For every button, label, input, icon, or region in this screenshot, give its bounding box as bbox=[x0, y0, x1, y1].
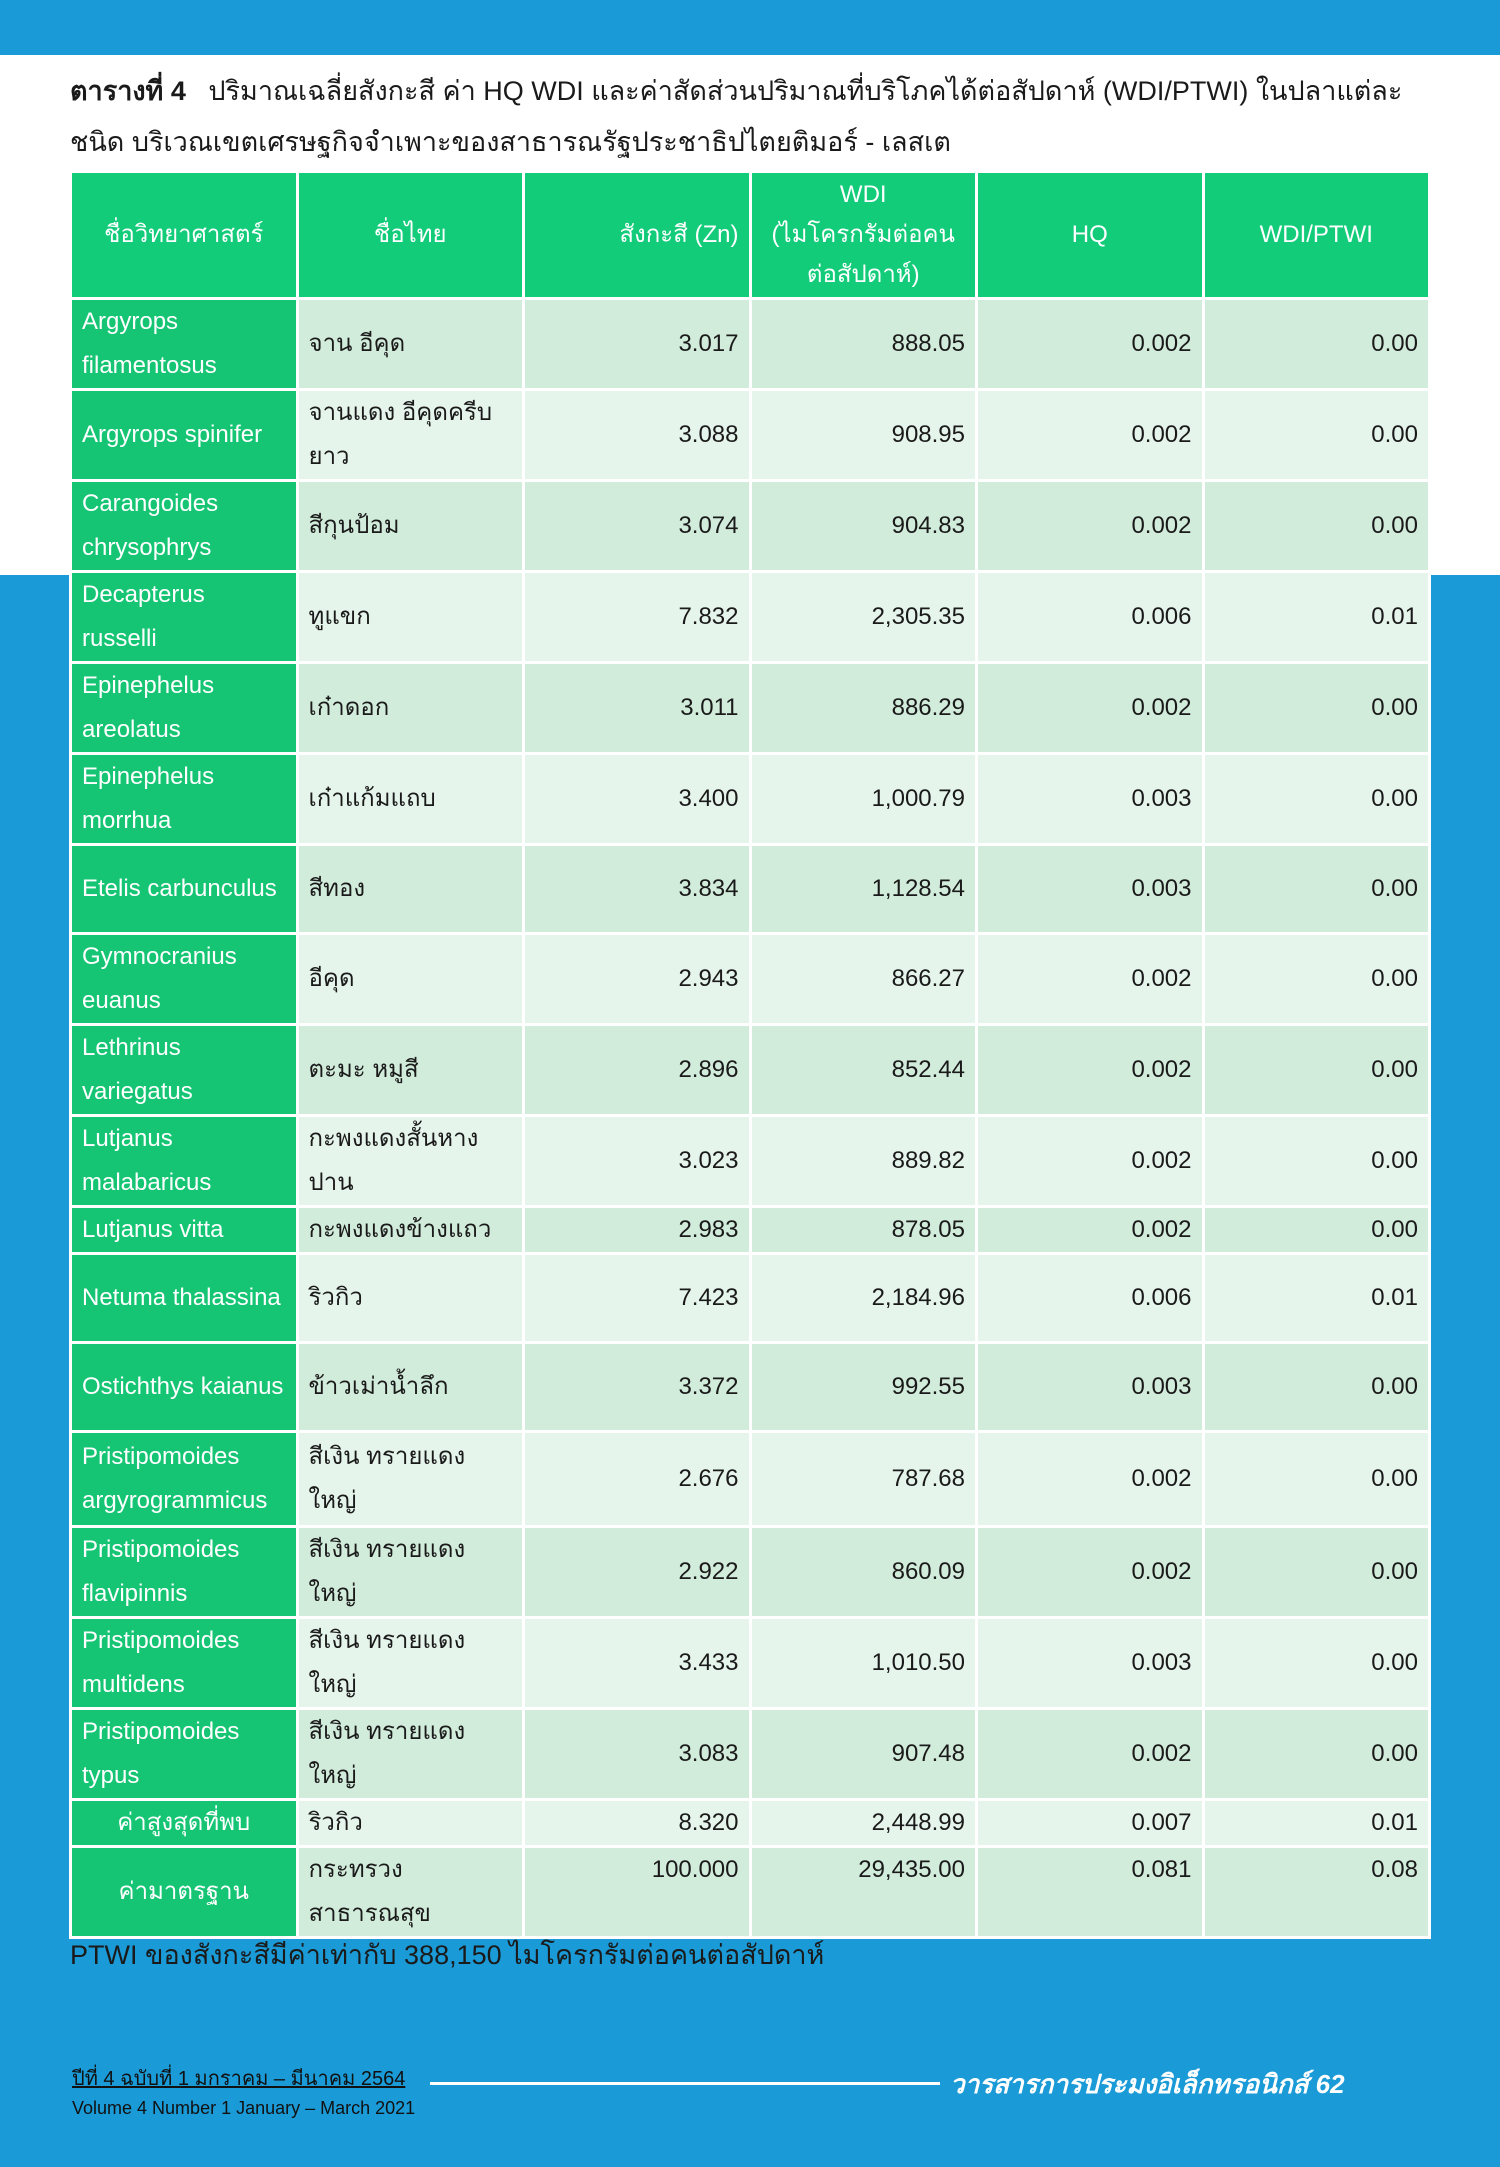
cell-hq: 0.002 bbox=[978, 1710, 1202, 1798]
cell-ratio: 0.00 bbox=[1205, 1117, 1429, 1205]
cell-hq: 0.007 bbox=[978, 1801, 1202, 1845]
cell-thai: สีเงิน ทรายแดงใหญ่ bbox=[299, 1433, 523, 1525]
cell-hq: 0.002 bbox=[978, 935, 1202, 1023]
cell-thai: ริวกิว bbox=[299, 1255, 523, 1341]
cell-zn: 3.834 bbox=[525, 846, 749, 932]
cell-wdi: 904.83 bbox=[752, 482, 976, 570]
cell-zn: 2.922 bbox=[525, 1528, 749, 1616]
footer-journal-title: วารสารการประมงอิเล็กทรอนิกส์ 62 bbox=[950, 2069, 1345, 2099]
cell-thai: เก๋าแก้มแถบ bbox=[299, 755, 523, 843]
cell-sci: Etelis carbunculus bbox=[72, 846, 296, 932]
header-zn: สังกะสี (Zn) bbox=[525, 173, 749, 297]
cell-hq: 0.006 bbox=[978, 1255, 1202, 1341]
table-row bbox=[72, 846, 1428, 932]
cell-ratio: 0.00 bbox=[1205, 1710, 1429, 1798]
cell-ratio: 0.00 bbox=[1205, 1619, 1429, 1707]
table-row bbox=[72, 1344, 1428, 1430]
table-row bbox=[72, 1710, 1428, 1798]
cell-sci: Lethrinus variegatus bbox=[72, 1026, 296, 1114]
footnote: PTWI ของสังกะสีมีค่าเท่ากับ 388,150 ไมโครกรัมต่อคนต่อสัปดาห์ bbox=[70, 1940, 825, 1970]
cell-sci: Epinephelus morrhua bbox=[72, 755, 296, 843]
cell-wdi: 2,448.99 bbox=[752, 1801, 976, 1845]
cell-hq: 0.003 bbox=[978, 755, 1202, 843]
cell-hq: 0.002 bbox=[978, 300, 1202, 388]
cell-zn: 7.423 bbox=[525, 1255, 749, 1341]
cell-thai: ทูแขก bbox=[299, 573, 523, 661]
cell-zn: 3.017 bbox=[525, 300, 749, 388]
cell-sci: Pristipomoides typus bbox=[72, 1710, 296, 1798]
cell-standard-label: ค่ามาตรฐาน bbox=[72, 1848, 296, 1936]
header-sci: ชื่อวิทยาศาสตร์ bbox=[72, 173, 296, 297]
caption-text: ปริมาณเฉลี่ยสังกะสี ค่า HQ WDI และค่าสัดส่วนปริมาณที่บริโภคได้ต่อสัปดาห์ (WDI/PTWI) ในปลาแต่ละชนิด บริเวณเขตเศรษฐกิจจำเพาะของสาธารณรัฐประชาธิปไตยติมอร์ - เลสเต bbox=[70, 76, 1403, 157]
zinc-table bbox=[69, 170, 1431, 1939]
cell-hq: 0.002 bbox=[978, 1026, 1202, 1114]
cell-sci: Netuma thalassina bbox=[72, 1255, 296, 1341]
table-row bbox=[72, 1026, 1428, 1114]
max-row bbox=[72, 1801, 1428, 1845]
cell-hq: 0.002 bbox=[978, 1433, 1202, 1525]
cell-ratio: 0.01 bbox=[1205, 1255, 1429, 1341]
cell-ratio: 0.00 bbox=[1205, 391, 1429, 479]
cell-ratio: 0.01 bbox=[1205, 573, 1429, 661]
cell-sci: Ostichthys kaianus bbox=[72, 1344, 296, 1430]
cell-zn: 3.074 bbox=[525, 482, 749, 570]
table-header-row bbox=[72, 173, 1428, 297]
cell-zn: 3.023 bbox=[525, 1117, 749, 1205]
table-row bbox=[72, 482, 1428, 570]
table-row bbox=[72, 935, 1428, 1023]
table-row bbox=[72, 1528, 1428, 1616]
table-row bbox=[72, 1433, 1428, 1525]
cell-hq: 0.006 bbox=[978, 573, 1202, 661]
top-band bbox=[0, 0, 1500, 55]
cell-thai: กระทรวงสาธารณสุข bbox=[299, 1848, 523, 1936]
table-row bbox=[72, 1255, 1428, 1341]
cell-ratio: 0.08 bbox=[1205, 1848, 1429, 1936]
cell-wdi: 908.95 bbox=[752, 391, 976, 479]
table-row bbox=[72, 1117, 1428, 1205]
cell-zn: 100.000 bbox=[525, 1848, 749, 1936]
footer-issue-english: Volume 4 Number 1 January – March 2021 bbox=[72, 2098, 416, 2118]
cell-hq: 0.002 bbox=[978, 391, 1202, 479]
cell-wdi: 907.48 bbox=[752, 1710, 976, 1798]
cell-zn: 3.372 bbox=[525, 1344, 749, 1430]
cell-sci: Decapterus russelli bbox=[72, 573, 296, 661]
cell-thai: จานแดง อีคุดครีบยาว bbox=[299, 391, 523, 479]
cell-sci: Lutjanus malabaricus bbox=[72, 1117, 296, 1205]
cell-wdi: 888.05 bbox=[752, 300, 976, 388]
cell-wdi: 1,128.54 bbox=[752, 846, 976, 932]
cell-thai: จาน อีคุด bbox=[299, 300, 523, 388]
cell-thai: สีทอง bbox=[299, 846, 523, 932]
cell-hq: 0.003 bbox=[978, 1619, 1202, 1707]
cell-zn: 8.320 bbox=[525, 1801, 749, 1845]
cell-thai: กะพงแดงข้างแถว bbox=[299, 1208, 523, 1252]
cell-thai: ตะมะ หมูสี bbox=[299, 1026, 523, 1114]
table-row bbox=[72, 664, 1428, 752]
cell-zn: 2.676 bbox=[525, 1433, 749, 1525]
cell-zn: 2.983 bbox=[525, 1208, 749, 1252]
cell-ratio: 0.00 bbox=[1205, 935, 1429, 1023]
cell-ratio: 0.00 bbox=[1205, 300, 1429, 388]
cell-hq: 0.002 bbox=[978, 1117, 1202, 1205]
cell-ratio: 0.00 bbox=[1205, 846, 1429, 932]
cell-ratio: 0.00 bbox=[1205, 482, 1429, 570]
cell-thai: ริวกิว bbox=[299, 1801, 523, 1845]
table-row bbox=[72, 573, 1428, 661]
cell-thai: สีเงิน ทรายแดงใหญ่ bbox=[299, 1528, 523, 1616]
cell-wdi: 866.27 bbox=[752, 935, 976, 1023]
header-wdi-line3: ต่อสัปดาห์) bbox=[806, 261, 920, 288]
cell-hq: 0.003 bbox=[978, 846, 1202, 932]
header-hq: HQ bbox=[978, 173, 1202, 297]
caption-label: ตารางที่ 4 bbox=[70, 76, 186, 106]
cell-ratio: 0.00 bbox=[1205, 1528, 1429, 1616]
table-row bbox=[72, 391, 1428, 479]
cell-wdi: 878.05 bbox=[752, 1208, 976, 1252]
cell-zn: 3.083 bbox=[525, 1710, 749, 1798]
cell-hq: 0.002 bbox=[978, 1528, 1202, 1616]
cell-sci: Argyrops spinifer bbox=[72, 391, 296, 479]
cell-wdi: 1,010.50 bbox=[752, 1619, 976, 1707]
cell-zn: 3.088 bbox=[525, 391, 749, 479]
standard-row bbox=[72, 1848, 1428, 1936]
cell-zn: 2.943 bbox=[525, 935, 749, 1023]
header-thai: ชื่อไทย bbox=[299, 173, 523, 297]
cell-ratio: 0.00 bbox=[1205, 755, 1429, 843]
cell-wdi: 787.68 bbox=[752, 1433, 976, 1525]
cell-hq: 0.002 bbox=[978, 1208, 1202, 1252]
cell-thai: สีกุนป้อม bbox=[299, 482, 523, 570]
cell-wdi: 29,435.00 bbox=[752, 1848, 976, 1936]
cell-sci: Carangoides chrysophrys bbox=[72, 482, 296, 570]
footer-issue-thai: ปีที่ 4 ฉบับที่ 1 มกราคม – มีนาคม 2564 bbox=[72, 2068, 406, 2090]
header-ratio: WDI/PTWI bbox=[1205, 173, 1429, 297]
table-caption bbox=[70, 66, 1440, 168]
header-wdi-line1: WDI bbox=[839, 181, 887, 208]
cell-sci: Pristipomoides multidens bbox=[72, 1619, 296, 1707]
cell-sci: Gymnocranius euanus bbox=[72, 935, 296, 1023]
cell-ratio: 0.00 bbox=[1205, 1433, 1429, 1525]
cell-thai: เก๋าดอก bbox=[299, 664, 523, 752]
cell-sci: Epinephelus areolatus bbox=[72, 664, 296, 752]
table-row bbox=[72, 1208, 1428, 1252]
cell-ratio: 0.00 bbox=[1205, 1026, 1429, 1114]
cell-ratio: 0.00 bbox=[1205, 1208, 1429, 1252]
cell-zn: 3.400 bbox=[525, 755, 749, 843]
cell-thai: ข้าวเม่าน้ำลึก bbox=[299, 1344, 523, 1430]
cell-ratio: 0.00 bbox=[1205, 664, 1429, 752]
cell-hq: 0.002 bbox=[978, 664, 1202, 752]
cell-wdi: 860.09 bbox=[752, 1528, 976, 1616]
cell-thai: อีคุด bbox=[299, 935, 523, 1023]
cell-thai: สีเงิน ทรายแดงใหญ่ bbox=[299, 1710, 523, 1798]
cell-hq: 0.002 bbox=[978, 482, 1202, 570]
cell-thai: กะพงแดงสั้นหางปาน bbox=[299, 1117, 523, 1205]
cell-wdi: 992.55 bbox=[752, 1344, 976, 1430]
cell-zn: 3.433 bbox=[525, 1619, 749, 1707]
cell-hq: 0.081 bbox=[978, 1848, 1202, 1936]
cell-wdi: 1,000.79 bbox=[752, 755, 976, 843]
cell-wdi: 889.82 bbox=[752, 1117, 976, 1205]
cell-thai: สีเงิน ทรายแดงใหญ่ bbox=[299, 1619, 523, 1707]
table-row bbox=[72, 1619, 1428, 1707]
cell-sci: Argyrops filamentosus bbox=[72, 300, 296, 388]
cell-wdi: 2,184.96 bbox=[752, 1255, 976, 1341]
header-wdi-line2: (ไมโครกรัมต่อคน bbox=[771, 221, 955, 248]
cell-sci: Lutjanus vitta bbox=[72, 1208, 296, 1252]
cell-sci: Pristipomoides argyrogrammicus bbox=[72, 1433, 296, 1525]
table-row bbox=[72, 300, 1428, 388]
cell-sci: Pristipomoides flavipinnis bbox=[72, 1528, 296, 1616]
cell-wdi: 2,305.35 bbox=[752, 573, 976, 661]
cell-wdi: 886.29 bbox=[752, 664, 976, 752]
cell-zn: 2.896 bbox=[525, 1026, 749, 1114]
cell-zn: 7.832 bbox=[525, 573, 749, 661]
header-wdi bbox=[752, 173, 976, 297]
cell-ratio: 0.00 bbox=[1205, 1344, 1429, 1430]
cell-wdi: 852.44 bbox=[752, 1026, 976, 1114]
cell-hq: 0.003 bbox=[978, 1344, 1202, 1430]
cell-zn: 3.011 bbox=[525, 664, 749, 752]
cell-max-label: ค่าสูงสุดที่พบ bbox=[72, 1801, 296, 1845]
cell-ratio: 0.01 bbox=[1205, 1801, 1429, 1845]
table-body bbox=[72, 300, 1428, 1936]
table-row bbox=[72, 755, 1428, 843]
footer-divider bbox=[430, 2082, 940, 2085]
